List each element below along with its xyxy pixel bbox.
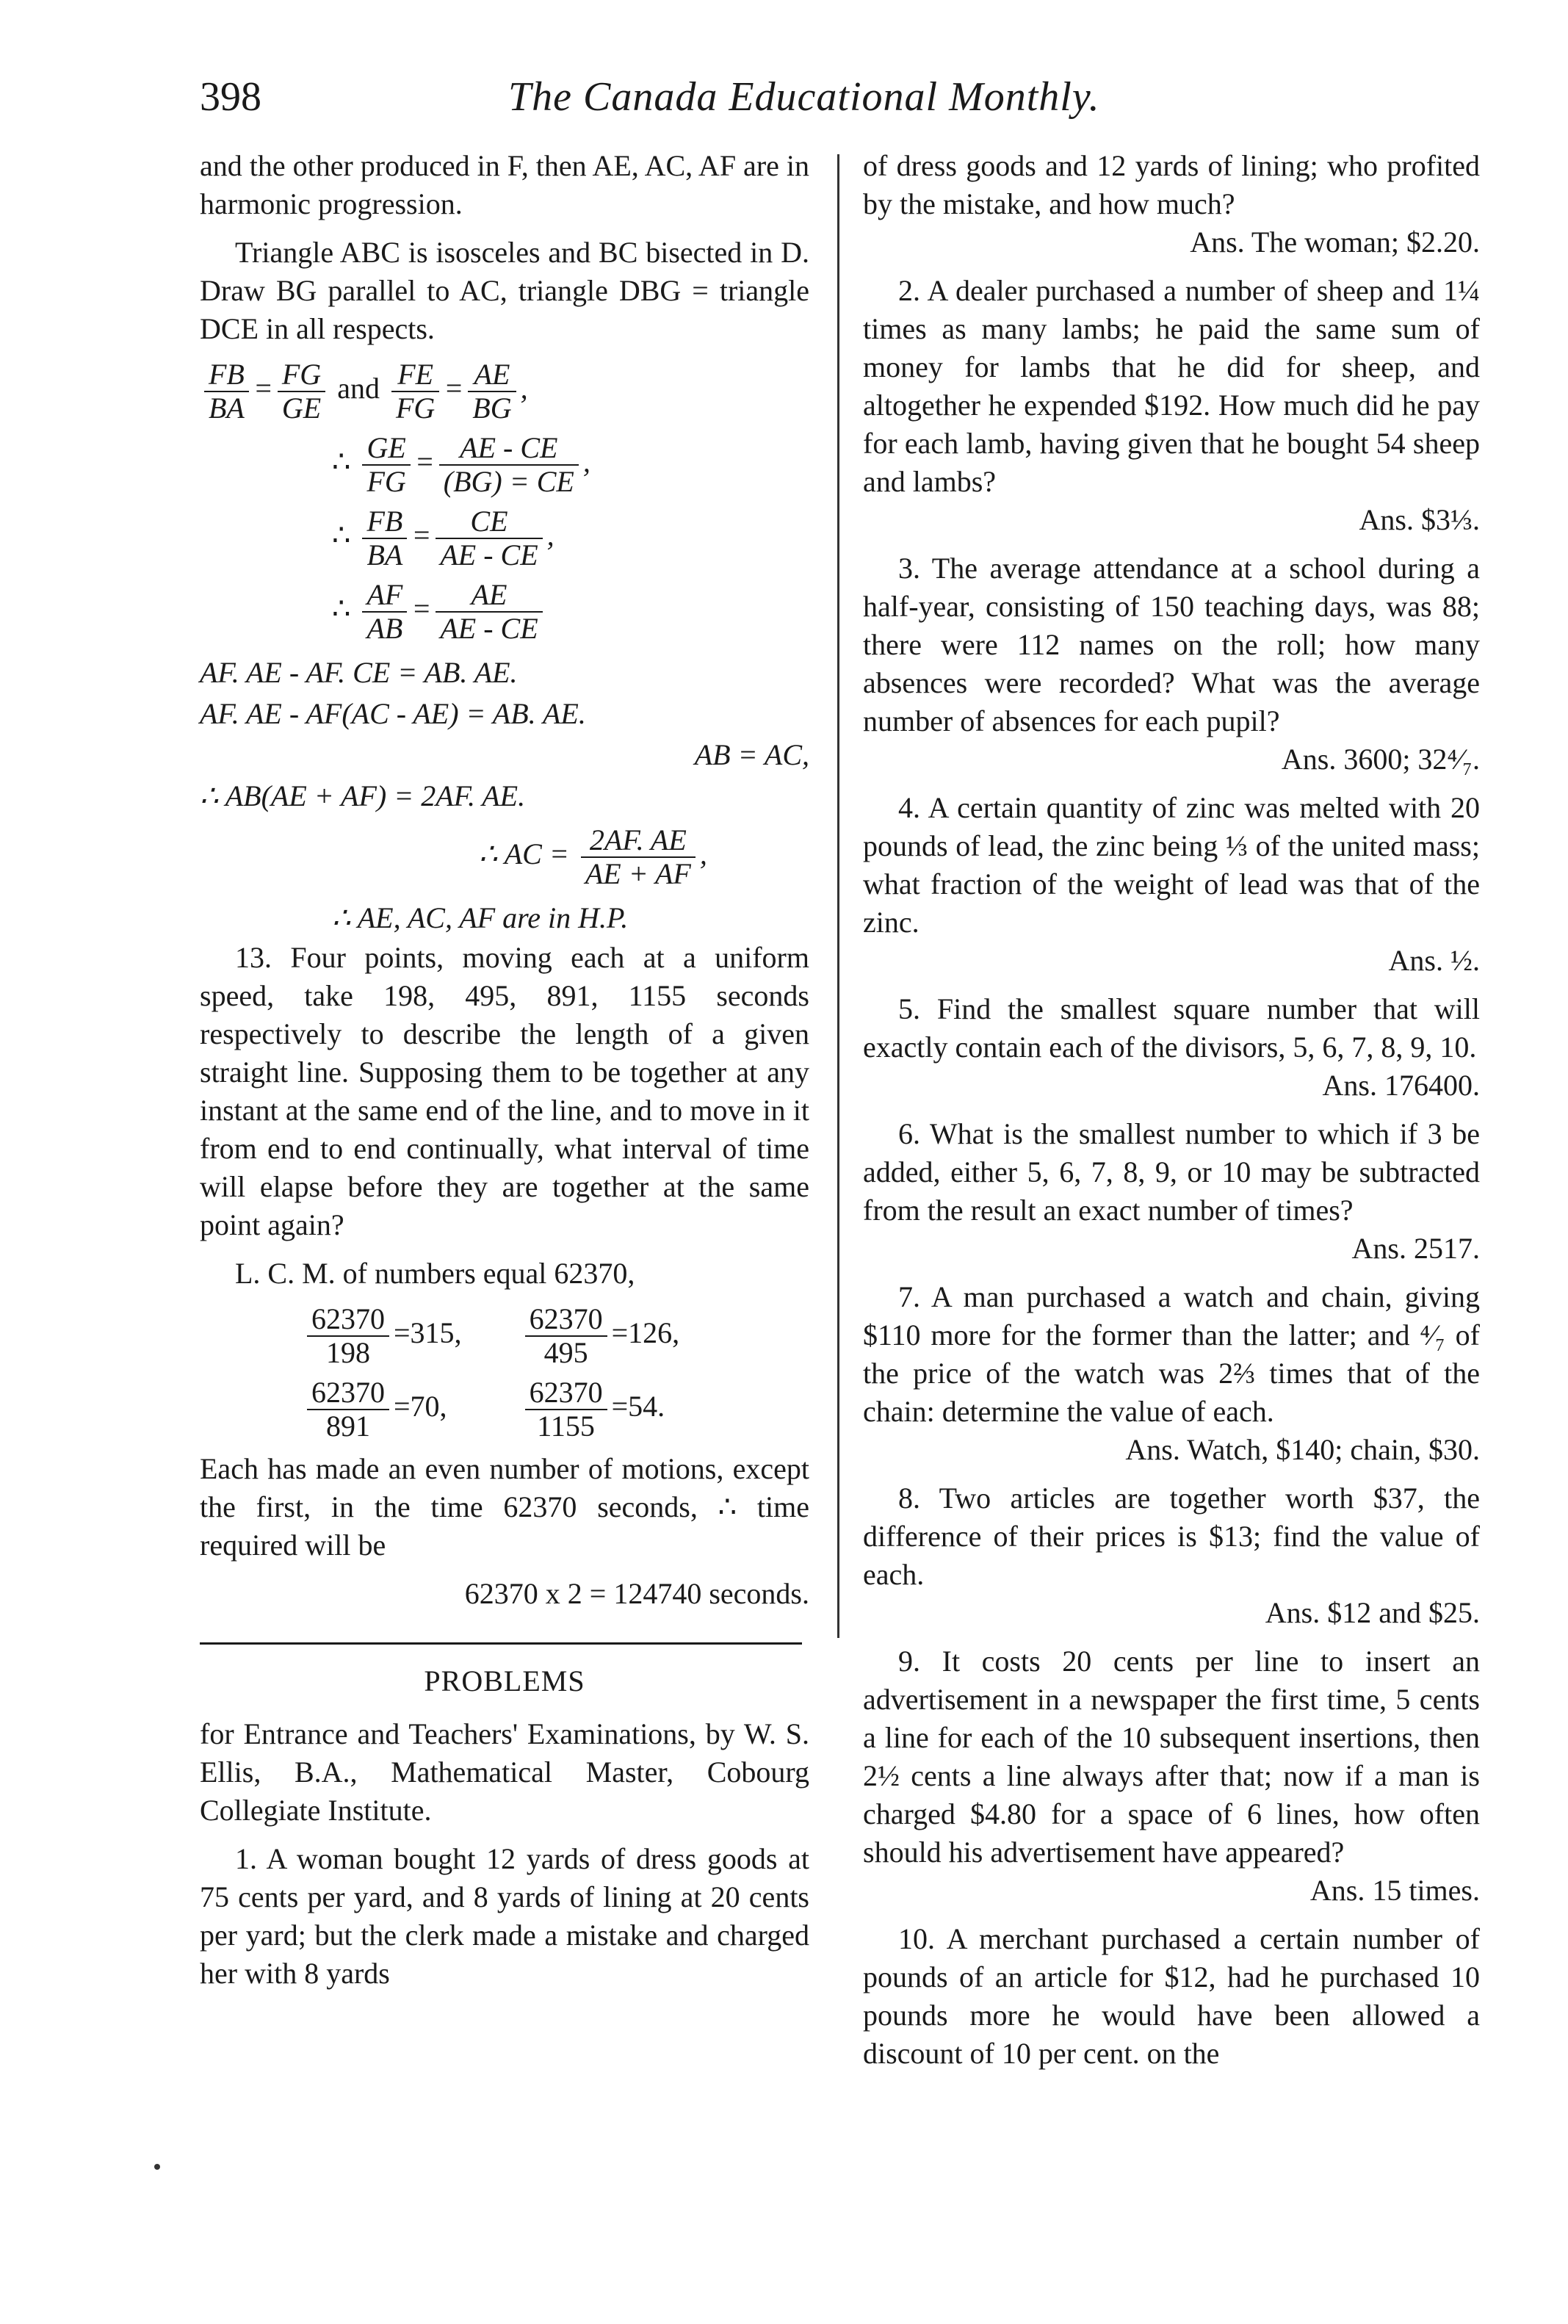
problem-3: 3. The average attendance at a school during a half-year, consisting of 150 teaching days, was 88; there were 112 names on the roll; how many absences were recorded? What was the average number of absences for each pupil?: [863, 552, 1480, 737]
problem-4: 4. A certain quantity of zinc was melted with 20 pounds of lead, the zinc being ⅓ of the united mass; what fraction of the weight of lead was that of the zinc.: [863, 791, 1480, 939]
fraction: $\frac{62370}{198}$: [307, 1303, 389, 1369]
problem-7: 7. A man purchased a watch and chain, giving $110 more for the former than the latter; and ⁴⁄₇ of the price of the watch was 2⅔ times that of the chain: determine the value of each.: [863, 1280, 1480, 1428]
problem-1-continued: of dress goods and 12 yards of lining; who profited by the mistake, and how much?: [863, 149, 1480, 220]
fraction: $\frac{62370}{891}$: [307, 1376, 389, 1443]
running-title: The Canada Educational Monthly.: [508, 74, 1100, 120]
problem-6: 6. What is the smallest number to which if 3 be added, either 5, 6, 7, 8, 9, or 10 may be subtracted from the result an exact number of times?: [863, 1117, 1480, 1227]
section-title: PROBLEMS: [424, 1664, 585, 1697]
problem-10: 10. A merchant purchased a certain number of pounds of an article for $12, had he purchased 10 pounds more he would have been allowed a discount of 10 per cent. on the: [863, 1922, 1480, 2070]
answer-5: Ans. 176400.: [1322, 1069, 1480, 1102]
equation-2: ∴ $\frac{GE}{FG}$ = $\frac{AE - CE}{(BG) = CE}$ ,: [332, 431, 590, 498]
page-number: 398: [200, 74, 261, 120]
equation-8: ∴ AB(AE + AF) = 2AF. AE.: [200, 779, 526, 812]
section-rule: [200, 1642, 802, 1645]
fraction: $\frac{AF}{AB}$: [362, 579, 407, 645]
fraction: $\frac{FG}{GE}$: [278, 358, 325, 425]
fraction: $\frac{62370}{495}$: [525, 1303, 607, 1369]
result: 62370 x 2 = 124740 seconds.: [464, 1577, 809, 1610]
answer-6: Ans. 2517.: [1351, 1232, 1480, 1265]
equation-5: AF. AE - AF. CE = AB. AE.: [200, 656, 518, 689]
fraction: $\frac{FE}{FG}$: [391, 358, 439, 425]
answer-2: Ans. $3⅓.: [1359, 503, 1480, 536]
fraction: $\frac{AE - CE}{(BG) = CE}$: [439, 432, 579, 498]
right-column: [863, 147, 1480, 2083]
column-divider: [837, 154, 839, 1638]
problem-5: 5. Find the smallest square number that will exactly contain each of the divisors, 5, 6, 7, 8, 9, 10.: [863, 992, 1480, 1064]
answer-4: Ans. ½.: [1388, 944, 1480, 977]
equation-7: AB = AC,: [694, 738, 809, 771]
conclusion: Each has made an even number of motions, except the first, in the time 62370 seconds, ∴ time required will be: [200, 1452, 809, 1562]
left-column: [200, 147, 809, 2003]
division-row-2: $\frac{62370}{891}$ =70, $\frac{62370}{1155}$ =54.: [200, 1376, 809, 1443]
equation-10: ∴ AE, AC, AF are in H.P.: [332, 901, 629, 934]
equation-1: $\frac{FB}{BA}$ = $\frac{FG}{GE}$ and $\frac{FE}{FG}$ = $\frac{AE}{BG}$ ,: [200, 358, 809, 425]
fraction: $\frac{CE}{AE - CE}$: [436, 505, 542, 571]
problem-13: 13. Four points, moving each at a uniform speed, take 198, 495, 891, 1155 seconds respectively to describe the length of a given straight line. Supposing them to be together at any instant at the same end of the line, and to move in it from end to end continually, what interval of time will elapse before they are together at the same point again?: [200, 941, 809, 1241]
equation-9: ∴ AC = $\frac{2AF. AE}{AE + AF}$ ,: [479, 823, 707, 890]
problem-9: 9. It costs 20 cents per line to insert an advertisement in a newspaper the first time, 5 cents a line for each of the 10 subsequent insertions, then 2½ cents a line always after that; now if a man is charged $4.80 for a space of 6 lines, how often should his advertisement have appeared?: [863, 1645, 1480, 1869]
answer-8: Ans. $12 and $25.: [1265, 1596, 1480, 1629]
lcm-line: L. C. M. of numbers equal 62370,: [235, 1257, 635, 1290]
fraction: $\frac{2AF. AE}{AE + AF}$: [581, 824, 696, 890]
problem-1: 1. A woman bought 12 yards of dress goods at 75 cents per yard, and 8 yards of lining at 20 cents per yard; but the clerk made a mistake and charged her with 8 yards: [200, 1842, 809, 1990]
proof-intro: and the other produced in F, then AE, AC, AF are in harmonic progression.: [200, 149, 809, 220]
fraction: $\frac{62370}{1155}$: [525, 1376, 607, 1443]
fraction: $\frac{FB}{BA}$: [362, 505, 407, 571]
fraction: $\frac{AE}{AE - CE}$: [436, 579, 542, 645]
scan-speck: [154, 2164, 160, 2170]
equation-6: AF. AE - AF(AC - AE) = AB. AE.: [200, 697, 586, 730]
equation-3: ∴ $\frac{FB}{BA}$ = $\frac{CE}{AE - CE}$ ,: [332, 505, 554, 571]
problem-2: 2. A dealer purchased a number of sheep and 1¼ times as many lambs; he paid the same sum of money for lambs that he did for sheep, and altogether he expended $192. How much did he pay for each lamb, having given that he bought 54 sheep and lambs?: [863, 274, 1480, 498]
division-row-1: $\frac{62370}{198}$ =315, $\frac{62370}{495}$ =126,: [200, 1303, 809, 1369]
answer-3: Ans. 3600; 32⁴⁄₇.: [1281, 743, 1480, 776]
equation-4: ∴ $\frac{AF}{AB}$ = $\frac{AE}{AE - CE}$: [200, 579, 809, 645]
problem-8: 8. Two articles are together worth $37, the difference of their prices is $13; find the value of each.: [863, 1482, 1480, 1591]
answer-9: Ans. 15 times.: [1309, 1874, 1480, 1907]
answer-1: Ans. The woman; $2.20.: [1190, 225, 1480, 259]
page-header: [200, 68, 1404, 126]
answer-7: Ans. Watch, $140; chain, $30.: [1125, 1433, 1480, 1466]
section-byline: for Entrance and Teachers' Examinations, by W. S. Ellis, B.A., Mathematical Master, Cobourg Collegiate Institute.: [200, 1717, 809, 1827]
fraction: $\frac{GE}{FG}$: [362, 432, 410, 498]
fraction: $\frac{AE}{BG}$: [468, 358, 516, 425]
fraction: $\frac{FB}{BA}$: [204, 358, 249, 425]
triangle-statement: Triangle ABC is isosceles and BC bisected in D. Draw BG parallel to AC, triangle DBG = triangle DCE in all respects.: [200, 236, 809, 345]
